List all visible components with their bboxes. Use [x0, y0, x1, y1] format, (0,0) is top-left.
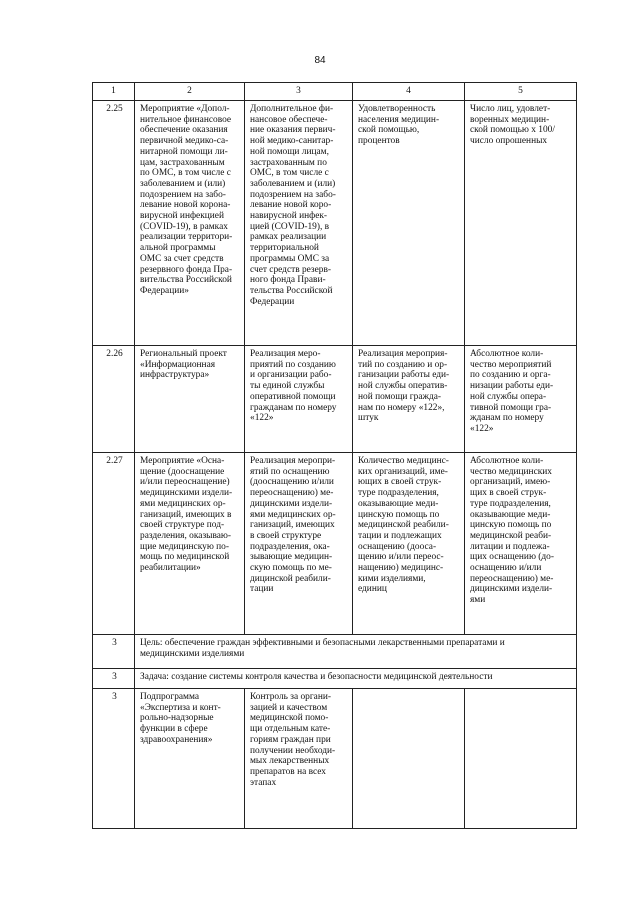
event-name-cell: Мероприятие «Допол- нительное финансовое обеспечение оказания первичной медико-са- нитарной помощи ли- цам, застрахованным по ОМС, в том числе с заболеванием и (или) подозрением на забо- левание новой корона- вирусной инфекцией (COVID-19), в рамках реализации территори- альной программы ОМС за счет средств резервного фонда Пра- вительства Российской Федерации» — [135, 101, 245, 346]
empty-cell — [465, 689, 577, 829]
column-header: 4 — [353, 83, 465, 101]
table-row — [93, 101, 577, 346]
indicator-cell: Удовлетворенность населения медицин- ской помощью, процентов — [353, 101, 465, 346]
indicator-cell: Реализация мероприя- тий по созданию и ор- ганизации работы еди- ной службы оператив- ной помощи гражда- нам по номеру «122», штук — [353, 346, 465, 453]
task-row — [93, 669, 577, 689]
subprogram-row — [93, 689, 577, 829]
method-cell: Число лиц, удовлет- воренных медицин- ской помощью x 100/ число опрошенных — [465, 101, 577, 346]
empty-cell — [353, 689, 465, 829]
column-header: 5 — [465, 83, 577, 101]
row-number: 2.25 — [93, 101, 135, 346]
event-name-cell: Региональный проект «Информационная инфраструктура» — [135, 346, 245, 453]
table-row — [93, 453, 577, 635]
row-number: 2.27 — [93, 453, 135, 635]
row-number: 3 — [93, 669, 135, 689]
column-header: 3 — [245, 83, 353, 101]
method-cell: Абсолютное коли- чество мероприятий по созданию и орга- низации работы еди- ной службы опера- тивной помощи гра- жданам по номеру «122» — [465, 346, 577, 453]
row-number: 2.26 — [93, 346, 135, 453]
row-number: 3 — [93, 635, 135, 669]
event-name-cell: Мероприятие «Осна- щение (дооснащение и/или переоснащение) медицинскими издели- ями медицинских ор- ганизаций, имеющих в своей структуре под- разделения, оказываю- щие медицинскую по- мощь по медицинской реабилитации» — [135, 453, 245, 635]
row-number: 3 — [93, 689, 135, 829]
indicators-table — [92, 82, 577, 829]
page-number: 84 — [314, 55, 326, 66]
goal-row — [93, 635, 577, 669]
subprogram-name-cell: Подпрограмма «Экспертиза и конт- рольно-надзорные функции в сфере здравоохранения» — [135, 689, 245, 829]
event-description-cell: Реализация меропри- ятий по оснащению (дооснащению и/или переоснащению) ме- дицинскими издели- ями медицинских ор- ганизаций, имеющих в своей структуре подразделения, ока- зывающие медицин- скую помощь по ме- дицинской реабили- тации — [245, 453, 353, 635]
subprogram-description-cell: Контроль за органи- зацией и качеством медицинской помо- щи отдельным кате- гориям граждан при получении необходи- мых лекарственных препаратов на всех этапах — [245, 689, 353, 829]
task-text: Задача: создание системы контроля качества и безопасности медицинской деятельности — [135, 669, 577, 689]
table-row — [93, 346, 577, 453]
column-header: 2 — [135, 83, 245, 101]
event-description-cell: Дополнительное фи- нансовое обеспече- ние оказания первич- ной медико-санитар- ной помощи лицам, застрахованным по ОМС, в том числе с заболеванием и (или) подозрением на забо- левание новой коро- навирусной инфек- цией (COVID-19), в рамках реализации территориальной программы ОМС за счет средств резерв- ного фонда Прави- тельства Российской Федерации — [245, 101, 353, 346]
table-header-row — [93, 83, 577, 101]
event-description-cell: Реализация меро- приятий по созданию и организации рабо- ты единой службы оперативной помощи гражданам по номеру «122» — [245, 346, 353, 453]
method-cell: Абсолютное коли- чество медицинских организаций, имею- щих в своей струк- туре подразделения, оказывающие меди- цинскую помощь по медицинской реаби- литации и подлежа- щих оснащению (до- оснащению и/или переоснащению) ме- дицинскими издели- ями — [465, 453, 577, 635]
goal-text: Цель: обеспечение граждан эффективными и безопасными лекарственными препаратами и медицинскими изделиями — [135, 635, 577, 669]
column-header: 1 — [93, 83, 135, 101]
indicator-cell: Количество медицинс- ких организаций, име- ющих в своей струк- туре подразделения, оказывающие меди- цинскую помощь по медицинской реабили- тации и подлежащих оснащению (дооса- щению и/или переос- нащению) медицинс- кими изделиями, единиц — [353, 453, 465, 635]
